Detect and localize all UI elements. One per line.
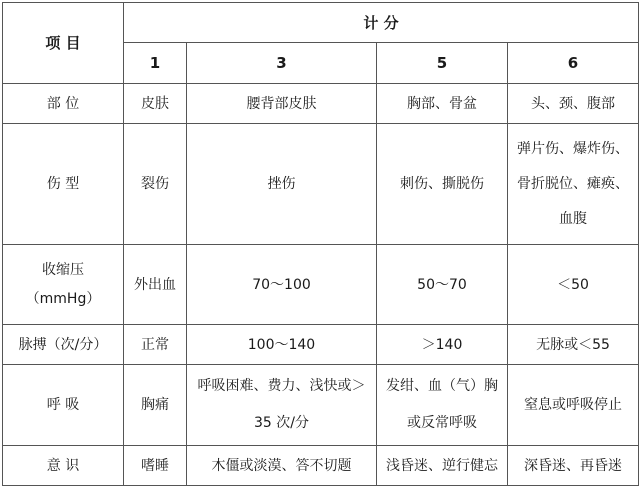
- table-cell: 正常: [124, 325, 187, 365]
- table-cell: 深昏迷、再昏迷: [508, 446, 639, 486]
- trauma-score-table: [2, 2, 639, 486]
- table-cell: 无脉或＜55: [508, 325, 639, 365]
- table-cell: 刺伤、撕脱伤: [377, 124, 508, 245]
- table-cell: 挫伤: [187, 124, 377, 245]
- table-cell: ＞140: [377, 325, 508, 365]
- table-cell: 呼吸困难、费力、浅快或＞ 35 次/分: [187, 365, 377, 446]
- table-row: [3, 124, 639, 245]
- table-cell: 50～70: [377, 245, 508, 325]
- row-item: 收缩压 （mmHg）: [3, 245, 124, 325]
- table-cell: 窒息或呼吸停止: [508, 365, 639, 446]
- table-cell: 皮肤: [124, 84, 187, 124]
- table-row: [3, 325, 639, 365]
- table-cell: 嗜睡: [124, 446, 187, 486]
- table-row: [3, 365, 639, 446]
- table-cell: ＜50: [508, 245, 639, 325]
- table-cell: 头、颈、腹部: [508, 84, 639, 124]
- score-level: 5: [377, 43, 508, 84]
- score-level: 3: [187, 43, 377, 84]
- table-cell: 腰背部皮肤: [187, 84, 377, 124]
- item-header: 项 目: [3, 3, 124, 84]
- table-cell: 胸部、骨盆: [377, 84, 508, 124]
- table-cell: 外出血: [124, 245, 187, 325]
- table-cell: 100～140: [187, 325, 377, 365]
- table-cell: 裂伤: [124, 124, 187, 245]
- score-level: 6: [508, 43, 639, 84]
- table-cell: 发绀、血（气）胸 或反常呼吸: [377, 365, 508, 446]
- row-item: 呼 吸: [3, 365, 124, 446]
- table-cell: 胸痛: [124, 365, 187, 446]
- table-cell: 70～100: [187, 245, 377, 325]
- table-row: [3, 245, 639, 325]
- header-row-1: [3, 3, 639, 43]
- table-cell: 浅昏迷、逆行健忘: [377, 446, 508, 486]
- row-item: 意 识: [3, 446, 124, 486]
- table-cell: 木僵或淡漠、答不切题: [187, 446, 377, 486]
- row-item: 脉搏（次/分）: [3, 325, 124, 365]
- score-level: 1: [124, 43, 187, 84]
- table-row: [3, 446, 639, 486]
- table-cell: 弹片伤、爆炸伤、 骨折脱位、瘫痪、 血腹: [508, 124, 639, 245]
- row-item: 部 位: [3, 84, 124, 124]
- row-item: 伤 型: [3, 124, 124, 245]
- score-header: 计 分: [124, 3, 639, 43]
- table-row: [3, 84, 639, 124]
